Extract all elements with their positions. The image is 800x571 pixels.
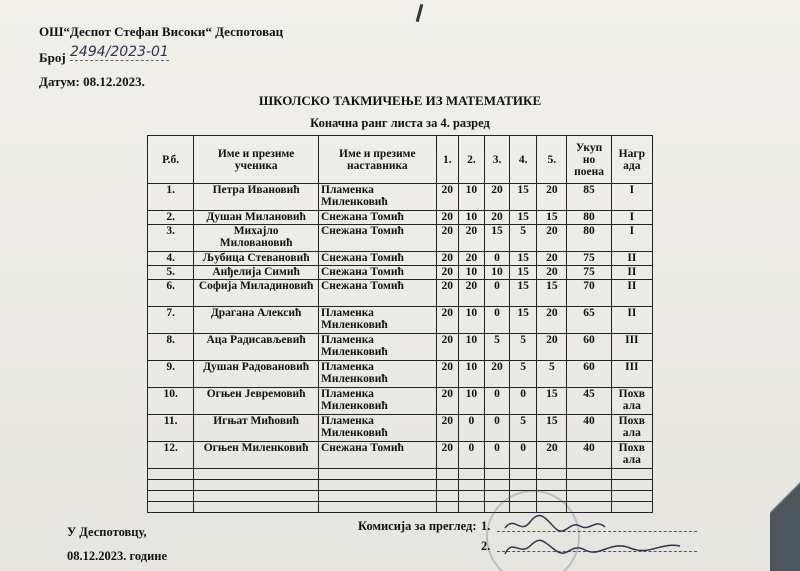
cell-p1: 20 bbox=[436, 252, 458, 266]
cell-p3: 20 bbox=[484, 211, 509, 225]
empty-cell bbox=[319, 480, 437, 491]
cell-p2: 10 bbox=[458, 361, 484, 388]
cell-p5: 15 bbox=[537, 211, 567, 225]
empty-cell bbox=[194, 480, 319, 491]
cell-p1: 20 bbox=[436, 211, 458, 225]
empty-cell bbox=[319, 469, 437, 480]
cell-total: 75 bbox=[567, 252, 611, 266]
cell-award: I bbox=[611, 184, 652, 211]
cell-p1: 20 bbox=[436, 225, 458, 252]
table-row bbox=[148, 388, 653, 415]
empty-cell bbox=[194, 491, 319, 502]
cell-rb: 6. bbox=[148, 280, 194, 307]
cell-teacher: Снежана Томић bbox=[319, 211, 437, 225]
cell-award: Похв ала bbox=[611, 415, 652, 442]
column-header: 1. bbox=[436, 136, 458, 184]
cell-p3: 0 bbox=[484, 252, 509, 266]
column-header: Име и презиме ученика bbox=[194, 136, 319, 184]
table-header-row bbox=[148, 136, 653, 184]
cell-teacher: Пламенка Миленковић bbox=[319, 415, 437, 442]
cell-total: 65 bbox=[567, 307, 611, 334]
cell-student: Огњен Јевремовић bbox=[194, 388, 319, 415]
table-row bbox=[148, 361, 653, 388]
cell-p2: 10 bbox=[458, 334, 484, 361]
cell-student: Драгана Алексић bbox=[194, 307, 319, 334]
empty-cell bbox=[458, 502, 484, 513]
cell-teacher: Пламенка Миленковић bbox=[319, 334, 437, 361]
cell-p2: 0 bbox=[458, 415, 484, 442]
cell-student: Анђелија Симић bbox=[194, 266, 319, 280]
table-row bbox=[148, 280, 653, 307]
cell-p2: 10 bbox=[458, 307, 484, 334]
cell-p5: 15 bbox=[537, 415, 567, 442]
cell-award: Похв ала bbox=[611, 388, 652, 415]
cell-p1: 20 bbox=[436, 361, 458, 388]
cell-award: I bbox=[611, 225, 652, 252]
cell-p2: 10 bbox=[458, 388, 484, 415]
cell-p2: 10 bbox=[458, 184, 484, 211]
cell-p1: 20 bbox=[436, 388, 458, 415]
cell-p3: 20 bbox=[484, 184, 509, 211]
cell-award: II bbox=[611, 280, 652, 307]
cell-award: Похв ала bbox=[611, 442, 652, 469]
empty-cell bbox=[484, 469, 509, 480]
column-header: 4. bbox=[510, 136, 537, 184]
column-header: 5. bbox=[537, 136, 567, 184]
cell-total: 80 bbox=[567, 211, 611, 225]
cell-award: III bbox=[611, 334, 652, 361]
empty-cell bbox=[194, 502, 319, 513]
cell-rb: 10. bbox=[148, 388, 194, 415]
table-row bbox=[148, 266, 653, 280]
cell-p1: 20 bbox=[436, 307, 458, 334]
cell-award: II bbox=[611, 266, 652, 280]
empty-cell bbox=[319, 502, 437, 513]
cell-p4: 15 bbox=[510, 184, 537, 211]
empty-cell bbox=[611, 480, 652, 491]
signature-2-number: 2. bbox=[481, 539, 491, 553]
empty-cell bbox=[436, 502, 458, 513]
cell-p4: 15 bbox=[510, 211, 537, 225]
empty-cell bbox=[194, 469, 319, 480]
cell-rb: 4. bbox=[148, 252, 194, 266]
cell-rb: 2. bbox=[148, 211, 194, 225]
cell-p3: 20 bbox=[484, 361, 509, 388]
cell-student: Михајло Миловановић bbox=[194, 225, 319, 252]
empty-cell bbox=[611, 469, 652, 480]
cell-rb: 3. bbox=[148, 225, 194, 252]
empty-cell bbox=[537, 480, 567, 491]
ranking-table bbox=[147, 135, 653, 513]
column-header: 2. bbox=[458, 136, 484, 184]
footer-date: 08.12.2023. године bbox=[67, 549, 168, 563]
cell-rb: 7. bbox=[148, 307, 194, 334]
cell-p5: 15 bbox=[537, 280, 567, 307]
cell-total: 40 bbox=[567, 442, 611, 469]
cell-p1: 20 bbox=[436, 442, 458, 469]
column-header: 3. bbox=[484, 136, 509, 184]
cell-p2: 10 bbox=[458, 211, 484, 225]
cell-p5: 5 bbox=[537, 361, 567, 388]
cell-p2: 20 bbox=[458, 252, 484, 266]
cell-p5: 20 bbox=[537, 225, 567, 252]
cell-p2: 20 bbox=[458, 225, 484, 252]
cell-student: Аца Радисављевић bbox=[194, 334, 319, 361]
table-row bbox=[148, 184, 653, 211]
staple-mark bbox=[416, 4, 424, 22]
cell-teacher: Снежана Томић bbox=[319, 266, 437, 280]
empty-table-row bbox=[148, 491, 653, 502]
cell-total: 85 bbox=[567, 184, 611, 211]
empty-cell bbox=[148, 491, 194, 502]
empty-cell bbox=[436, 469, 458, 480]
cell-p3: 0 bbox=[484, 415, 509, 442]
cell-p4: 0 bbox=[510, 388, 537, 415]
cell-teacher: Снежана Томић bbox=[319, 442, 437, 469]
cell-total: 75 bbox=[567, 266, 611, 280]
cell-student: Софија Миладиновић bbox=[194, 280, 319, 307]
cell-student: Огњен Миленковић bbox=[194, 442, 319, 469]
cell-teacher: Пламенка Миленковић bbox=[319, 307, 437, 334]
column-header: Нагр ада bbox=[611, 136, 652, 184]
cell-rb: 1. bbox=[148, 184, 194, 211]
column-header: Р.б. bbox=[148, 136, 194, 184]
table-row bbox=[148, 415, 653, 442]
column-header: Име и презиме наставника bbox=[319, 136, 437, 184]
page-corner-shadow bbox=[770, 451, 800, 571]
cell-award: I bbox=[611, 211, 652, 225]
cell-p4: 5 bbox=[510, 361, 537, 388]
cell-p3: 0 bbox=[484, 280, 509, 307]
cell-p4: 15 bbox=[510, 280, 537, 307]
cell-p5: 20 bbox=[537, 307, 567, 334]
cell-rb: 8. bbox=[148, 334, 194, 361]
cell-total: 60 bbox=[567, 334, 611, 361]
empty-cell bbox=[567, 491, 611, 502]
cell-total: 60 bbox=[567, 361, 611, 388]
cell-student: Петра Ивановић bbox=[194, 184, 319, 211]
cell-p5: 20 bbox=[537, 252, 567, 266]
document-number-handwritten: 2494/2023-01 bbox=[70, 44, 169, 60]
empty-cell bbox=[319, 491, 437, 502]
cell-teacher: Пламенка Миленковић bbox=[319, 184, 437, 211]
empty-cell bbox=[148, 502, 194, 513]
empty-cell bbox=[148, 480, 194, 491]
cell-student: Љубица Стевановић bbox=[194, 252, 319, 266]
cell-p5: 15 bbox=[537, 388, 567, 415]
empty-cell bbox=[458, 469, 484, 480]
cell-total: 70 bbox=[567, 280, 611, 307]
empty-cell bbox=[458, 480, 484, 491]
document-title: ШКОЛСКО ТАКМИЧЕЊЕ ИЗ МАТЕМАТИКЕ bbox=[258, 93, 542, 108]
cell-teacher: Снежана Томић bbox=[319, 280, 437, 307]
empty-table-row bbox=[148, 480, 653, 491]
cell-total: 45 bbox=[567, 388, 611, 415]
cell-student: Душан Радовановић bbox=[194, 361, 319, 388]
table-row bbox=[148, 442, 653, 469]
cell-p5: 20 bbox=[537, 184, 567, 211]
cell-teacher: Пламенка Миленковић bbox=[319, 361, 437, 388]
signature-1-number: 1. bbox=[481, 519, 491, 533]
empty-cell bbox=[567, 480, 611, 491]
cell-p1: 20 bbox=[436, 280, 458, 307]
cell-p4: 15 bbox=[510, 307, 537, 334]
cell-p5: 20 bbox=[537, 334, 567, 361]
cell-award: II bbox=[611, 307, 652, 334]
cell-p2: 20 bbox=[458, 280, 484, 307]
cell-p1: 20 bbox=[436, 266, 458, 280]
cell-total: 40 bbox=[567, 415, 611, 442]
cell-p4: 0 bbox=[510, 442, 537, 469]
cell-award: III bbox=[611, 361, 652, 388]
cell-p3: 10 bbox=[484, 266, 509, 280]
cell-p5: 20 bbox=[537, 442, 567, 469]
table-row bbox=[148, 252, 653, 266]
cell-p1: 20 bbox=[436, 415, 458, 442]
cell-student: Душан Милановић bbox=[194, 211, 319, 225]
footer-place: У Деспотовцу, bbox=[67, 525, 147, 539]
cell-p4: 5 bbox=[510, 415, 537, 442]
empty-cell bbox=[484, 480, 509, 491]
cell-p3: 15 bbox=[484, 225, 509, 252]
empty-cell bbox=[436, 491, 458, 502]
cell-p5: 20 bbox=[537, 266, 567, 280]
cell-rb: 12. bbox=[148, 442, 194, 469]
cell-p1: 20 bbox=[436, 334, 458, 361]
commission-label: Комисија за преглед: bbox=[358, 519, 477, 533]
table-row bbox=[148, 211, 653, 225]
document-number-label: Број bbox=[39, 50, 66, 65]
empty-cell bbox=[436, 480, 458, 491]
cell-p3: 0 bbox=[484, 307, 509, 334]
cell-p4: 15 bbox=[510, 252, 537, 266]
school-name: ОШ“Деспот Стефан Високи“ Деспотовац bbox=[39, 24, 284, 39]
document-subtitle: Коначна ранг листа за 4. разред bbox=[310, 116, 490, 130]
table-row bbox=[148, 225, 653, 252]
empty-cell bbox=[510, 469, 537, 480]
table-row bbox=[148, 334, 653, 361]
column-header: Укуп но поена bbox=[567, 136, 611, 184]
cell-p3: 5 bbox=[484, 334, 509, 361]
cell-rb: 9. bbox=[148, 361, 194, 388]
cell-teacher: Пламенка Миленковић bbox=[319, 388, 437, 415]
cell-rb: 11. bbox=[148, 415, 194, 442]
empty-cell bbox=[567, 469, 611, 480]
document-date: Датум: 08.12.2023. bbox=[39, 74, 145, 89]
empty-cell bbox=[148, 469, 194, 480]
empty-table-row bbox=[148, 469, 653, 480]
cell-total: 80 bbox=[567, 225, 611, 252]
cell-teacher: Снежана Томић bbox=[319, 252, 437, 266]
cell-teacher: Снежана Томић bbox=[319, 225, 437, 252]
cell-student: Игњат Мићовић bbox=[194, 415, 319, 442]
cell-p1: 20 bbox=[436, 184, 458, 211]
empty-cell bbox=[510, 480, 537, 491]
cell-p4: 5 bbox=[510, 225, 537, 252]
cell-p4: 15 bbox=[510, 266, 537, 280]
empty-cell bbox=[458, 491, 484, 502]
cell-rb: 5. bbox=[148, 266, 194, 280]
empty-cell bbox=[611, 491, 652, 502]
cell-p3: 0 bbox=[484, 388, 509, 415]
cell-award: II bbox=[611, 252, 652, 266]
cell-p2: 0 bbox=[458, 442, 484, 469]
cell-p3: 0 bbox=[484, 442, 509, 469]
cell-p2: 10 bbox=[458, 266, 484, 280]
cell-p4: 5 bbox=[510, 334, 537, 361]
table-row bbox=[148, 307, 653, 334]
empty-cell bbox=[537, 469, 567, 480]
